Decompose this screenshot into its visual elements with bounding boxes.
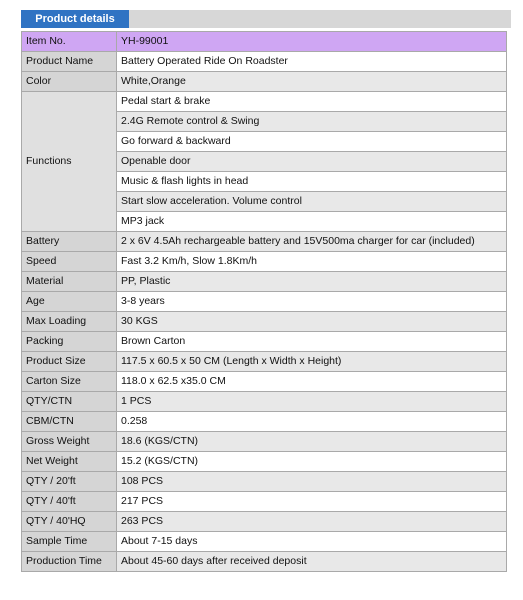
row-value: 15.2 (KGS/CTN) <box>117 452 507 472</box>
row-label: Battery <box>22 232 117 252</box>
row-value: Battery Operated Ride On Roadster <box>117 52 507 72</box>
table-row <box>22 252 507 272</box>
table-row <box>22 312 507 332</box>
row-value: 108 PCS <box>117 472 507 492</box>
row-value: White,Orange <box>117 72 507 92</box>
row-value: 18.6 (KGS/CTN) <box>117 432 507 452</box>
table-row <box>22 72 507 92</box>
row-label: Speed <box>22 252 117 272</box>
table-row <box>22 292 507 312</box>
row-value: PP, Plastic <box>117 272 507 292</box>
table-row <box>22 532 507 552</box>
row-value: Brown Carton <box>117 332 507 352</box>
row-label: Color <box>22 72 117 92</box>
table-row <box>22 332 507 352</box>
function-item: MP3 jack <box>117 212 507 232</box>
function-item: 2.4G Remote control & Swing <box>117 112 507 132</box>
row-label: QTY/CTN <box>22 392 117 412</box>
row-label: QTY / 40'ft <box>22 492 117 512</box>
table-row <box>22 552 507 572</box>
table-row <box>22 512 507 532</box>
row-value: YH-99001 <box>117 32 507 52</box>
table-row <box>22 232 507 252</box>
row-label: QTY / 40'HQ <box>22 512 117 532</box>
table-row <box>22 492 507 512</box>
row-value: 30 KGS <box>117 312 507 332</box>
table-row <box>22 352 507 372</box>
row-label: Product Size <box>22 352 117 372</box>
table-row <box>22 272 507 292</box>
table-row <box>22 92 507 112</box>
table-row <box>22 372 507 392</box>
table-row <box>22 392 507 412</box>
row-label: Production Time <box>22 552 117 572</box>
row-value: About 45-60 days after received deposit <box>117 552 507 572</box>
row-label: Net Weight <box>22 452 117 472</box>
row-label: Age <box>22 292 117 312</box>
row-label: Gross Weight <box>22 432 117 452</box>
row-value: 0.258 <box>117 412 507 432</box>
table-row <box>22 472 507 492</box>
row-value: 118.0 x 62.5 x35.0 CM <box>117 372 507 392</box>
row-label: Sample Time <box>22 532 117 552</box>
product-details-table <box>21 31 507 572</box>
function-item: Music & flash lights in head <box>117 172 507 192</box>
functions-label: Functions <box>22 92 117 232</box>
table-row <box>22 452 507 472</box>
function-item: Openable door <box>117 152 507 172</box>
table-row <box>22 412 507 432</box>
function-item: Pedal start & brake <box>117 92 507 112</box>
row-value: 217 PCS <box>117 492 507 512</box>
row-label: Carton Size <box>22 372 117 392</box>
table-row <box>22 52 507 72</box>
row-value: 2 x 6V 4.5Ah rechargeable battery and 15V500ma charger for car (included) <box>117 232 507 252</box>
row-value: 117.5 x 60.5 x 50 CM (Length x Width x Height) <box>117 352 507 372</box>
function-item: Start slow acceleration. Volume control <box>117 192 507 212</box>
row-label: Packing <box>22 332 117 352</box>
row-label: Item No. <box>22 32 117 52</box>
table-row <box>22 32 507 52</box>
row-label: QTY / 20'ft <box>22 472 117 492</box>
row-value: 263 PCS <box>117 512 507 532</box>
tab-product-details[interactable]: Product details <box>21 10 129 28</box>
table-row <box>22 432 507 452</box>
function-item: Go forward & backward <box>117 132 507 152</box>
row-label: Product Name <box>22 52 117 72</box>
row-value: About 7-15 days <box>117 532 507 552</box>
row-label: CBM/CTN <box>22 412 117 432</box>
row-value: Fast 3.2 Km/h, Slow 1.8Km/h <box>117 252 507 272</box>
row-label: Material <box>22 272 117 292</box>
row-value: 3-8 years <box>117 292 507 312</box>
row-label: Max Loading <box>22 312 117 332</box>
row-value: 1 PCS <box>117 392 507 412</box>
